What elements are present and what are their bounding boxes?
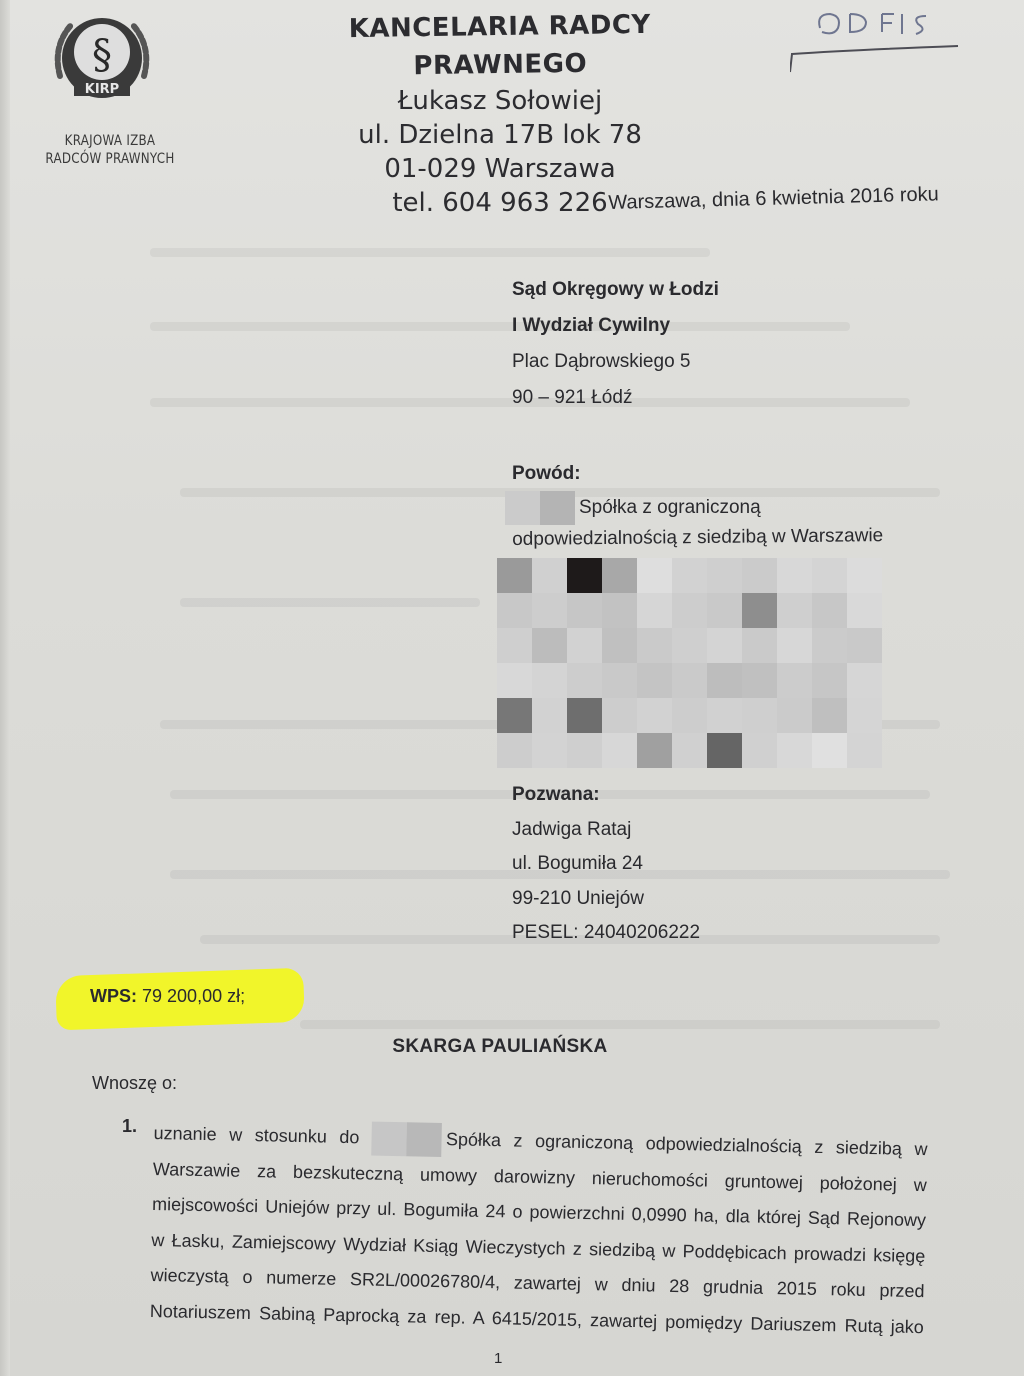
mosaic-tile	[707, 628, 742, 663]
mosaic-tile	[637, 733, 672, 768]
defendant-name: Jadwiga Rataj	[512, 818, 632, 840]
mosaic-tile	[812, 733, 847, 768]
mosaic-tile	[742, 698, 777, 733]
paragraph-line: w Łasku, Zamiejscowy Wydział Ksiąg Wieczystych z siedzibą w Poddębicach prowadzi księgę	[151, 1229, 926, 1266]
mosaic-tile	[847, 593, 882, 628]
mosaic-tile	[567, 558, 602, 593]
mosaic-tile	[777, 628, 812, 663]
mosaic-tile	[707, 663, 742, 698]
paragraph-line: Warszawie za bezskuteczną umowy darowizny nieruchomości gruntowej położonej w	[152, 1158, 927, 1195]
wps-label: WPS:	[90, 986, 137, 1006]
court-name: Sąd Okręgowy w Łodzi	[512, 279, 719, 300]
mosaic-tile	[847, 698, 882, 733]
mosaic-tile	[567, 698, 602, 733]
mosaic-tile	[637, 698, 672, 733]
mosaic-tile	[532, 593, 567, 628]
defendant-city: 99-210 Uniejów	[512, 887, 645, 909]
plaintiff-block	[512, 456, 581, 492]
svg-text:KIRP: KIRP	[84, 82, 120, 97]
mosaic-tile	[742, 733, 777, 768]
redaction	[505, 491, 575, 525]
item-number: 1.	[122, 1116, 138, 1136]
mosaic-tile	[672, 558, 707, 593]
date-line: Warszawa, dnia 6 kwietnia 2016 roku	[608, 183, 940, 214]
firm-city: 01-029 Warszawa	[384, 154, 616, 184]
logo-caption-line: KRAJOWA IZBA	[64, 133, 156, 149]
mosaic-tile	[707, 593, 742, 628]
mosaic-tile	[777, 663, 812, 698]
mosaic-tile	[532, 663, 567, 698]
handwritten-mark	[790, 10, 990, 80]
firm-name: KANCELARIA RADCY PRAWNEGO	[348, 9, 651, 82]
mosaic-tile	[497, 558, 532, 593]
court-address	[512, 272, 719, 416]
document-title: SKARGA PAULIAŃSKA	[392, 1036, 608, 1057]
mosaic-tile	[672, 663, 707, 698]
kirp-logo	[46, 6, 158, 118]
paragraph-line: Notariuszem Sabiną Paprocką za rep. A 6415/2015, zawartej pomiędzy Dariuszem Rutą jako	[149, 1300, 924, 1337]
mosaic-tile	[497, 663, 532, 698]
mosaic-tile	[707, 733, 742, 768]
paragraph-line: wieczystą o numerze SR2L/00026780/4, zawartej w dniu 28 grudnia 2015 roku przed	[150, 1264, 925, 1302]
defendant-block	[512, 778, 700, 951]
mosaic-tile	[637, 628, 672, 663]
bleed-through-line	[150, 248, 710, 257]
mosaic-tile	[602, 663, 637, 698]
court-city: 90 – 921 Łódź	[512, 387, 633, 408]
redaction	[372, 1122, 443, 1157]
mosaic-tile	[567, 593, 602, 628]
mosaic-tile	[707, 558, 742, 593]
mosaic-tile	[497, 628, 532, 663]
logo-caption-line: RADCÓW PRAWNYCH	[45, 151, 175, 167]
paragraph-line: miejscowości Uniejów przy ul. Bogumiła 24 o powierzchni 0,0990 ha, dla której Sąd Rejonowy	[151, 1193, 927, 1231]
mosaic-tile	[567, 628, 602, 663]
mosaic-tile	[567, 733, 602, 768]
plaintiff-line2: odpowiedzialnością z siedzibą w Warszawie	[512, 525, 884, 550]
bleed-through-line	[180, 598, 480, 607]
mosaic-tile	[812, 628, 847, 663]
mosaic-tile	[847, 733, 882, 768]
mosaic-tile	[742, 593, 777, 628]
plaintiff-line1: Spółka z ograniczoną	[579, 497, 761, 518]
mosaic-tile	[637, 558, 672, 593]
mosaic-tile	[602, 628, 637, 663]
mosaic-tile	[812, 593, 847, 628]
mosaic-tile	[567, 663, 602, 698]
intro-text: Wnoszę o:	[92, 1073, 178, 1093]
mosaic-tile	[672, 593, 707, 628]
mosaic-tile	[742, 628, 777, 663]
logo-caption	[42, 132, 178, 168]
paragraph-text: Spółka z ograniczoną odpowiedzialnością z siedzibą w	[445, 1129, 928, 1160]
mosaic-tile	[602, 593, 637, 628]
court-division: I Wydział Cywilny	[512, 315, 671, 336]
page-number: 1	[494, 1350, 503, 1367]
firm-street: ul. Dzielna 17B lok 78	[358, 120, 642, 150]
item-paragraph	[150, 1116, 928, 1345]
mosaic-tile	[672, 733, 707, 768]
mosaic-tile	[742, 663, 777, 698]
mosaic-tile	[602, 698, 637, 733]
court-street: Plac Dąbrowskiego 5	[512, 351, 691, 372]
bleed-through-line	[300, 1020, 940, 1029]
mosaic-tile	[812, 663, 847, 698]
mosaic-tile	[812, 558, 847, 593]
mosaic-tile	[637, 593, 672, 628]
mosaic-tile	[777, 698, 812, 733]
wps-value: 79 200,00 zł;	[142, 986, 246, 1006]
mosaic-tile	[497, 733, 532, 768]
mosaic-tile	[742, 558, 777, 593]
mosaic-tile	[847, 628, 882, 663]
page-edge	[0, 0, 10, 1376]
mosaic-tile	[777, 733, 812, 768]
mosaic-tile	[532, 628, 567, 663]
mosaic-tile	[637, 663, 672, 698]
mosaic-tile	[812, 698, 847, 733]
lawyer-name: Łukasz Sołowiej	[397, 86, 603, 116]
defendant-street: ul. Bogumiła 24	[512, 853, 643, 874]
mosaic-tile	[777, 593, 812, 628]
mosaic-tile	[602, 558, 637, 593]
svg-text:§: §	[92, 32, 112, 78]
mosaic-tile	[672, 698, 707, 733]
bleed-through-line	[150, 322, 850, 331]
defendant-pesel: PESEL: 24040206222	[512, 922, 701, 943]
mosaic-tile	[847, 663, 882, 698]
mosaic-tile	[777, 558, 812, 593]
defendant-label: Pozwana:	[512, 784, 600, 805]
mosaic-tile	[497, 698, 532, 733]
mosaic-tile	[532, 733, 567, 768]
mosaic-tile	[532, 558, 567, 593]
mosaic-tile	[847, 558, 882, 593]
paragraph-text: uznanie w stosunku do	[153, 1122, 360, 1148]
mosaic-tile	[532, 698, 567, 733]
mosaic-tile	[497, 593, 532, 628]
plaintiff-label: Powód:	[512, 463, 581, 484]
redaction-mosaic	[497, 558, 881, 768]
wps-line	[90, 986, 245, 1007]
mosaic-tile	[602, 733, 637, 768]
firm-phone: tel. 604 963 226	[392, 188, 608, 218]
letterhead	[270, 8, 730, 220]
mosaic-tile	[707, 698, 742, 733]
mosaic-tile	[672, 628, 707, 663]
